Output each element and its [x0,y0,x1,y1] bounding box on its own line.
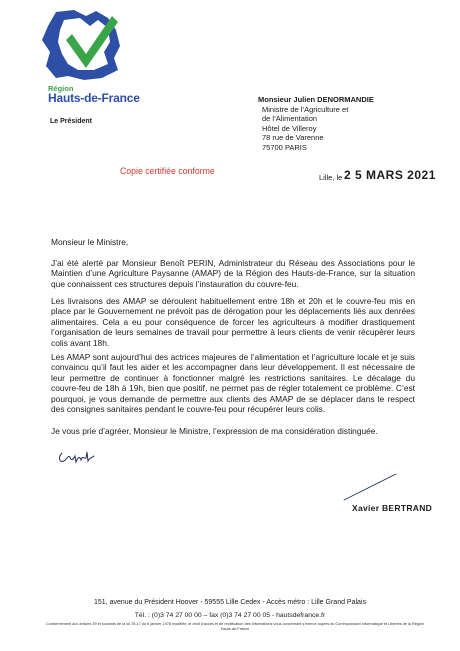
letter-date: 2 5 MARS 2021 [344,168,436,182]
addressee-name: Monsieur Julien DENORMANDIE [258,95,374,104]
letter-place: Lille, le [319,173,343,182]
addressee-line: de l’Alimentation [262,114,318,124]
signature-mark [340,470,400,504]
footer-contact: Tél. : (0)3 74 27 00 00 – fax (0)3 74 27 00 05 - hautsdefrance.fr [134,612,326,619]
signer-name: Xavier BERTRAND [352,503,433,513]
paragraph-3: Les AMAP sont aujourd’hui des actrices majeures de l’alimentation et l’agriculture locale et je suis convaincu qu’il faut les aider et les accompagner dans leur développement. Il est nécessaire de leur permettre de continuer à fonctionner malgré les restrictions sanitaires. Le décalage du couvre-feu de 18h à 19h, bien que positif, ne permet pas de régler totalement ce problème. C’est pourquoi, je vous demande de permettre aux clients des AMAP de se déplacer dans le respect des consignes sanitaires pendant le couvre-feu pour récupérer leurs colis. [51,352,415,415]
addressee-line: Ministre de l’Agriculture et [262,104,349,114]
handwritten-annotation [56,447,98,467]
region-logo-icon [34,6,138,84]
salutation: Monsieur le Ministre, [51,237,129,247]
region-label-small: Région [48,84,74,93]
addressee-line: 78 rue de Varenne [262,133,324,143]
addressee-line: Hôtel de Villeroy [262,123,317,133]
paragraph-2: Les livraisons des AMAP se déroulent habituellement entre 18h et 20h et le couvre-feu mis en place par le Gouvernement ne prévoit pas de dérogation pour les déplacements liés aux denrées alimentaires. Cela a eu pour conséquence de forcer les agriculteurs à modifier drastiquement l’organisation de leurs semaines de travail pour permettre à leurs clients de venir récupérer leurs colis avant 18h. [51,296,415,348]
addressee-line: 75700 PARIS [262,142,307,152]
sender-title: Le Président [50,118,93,125]
certified-copy-stamp: Copie certifiée conforme [120,166,215,177]
footer-address: 151, avenue du Président Hoover - 59555 Lille Cedex - Accès métro : Lille Grand Palais [94,599,366,606]
footer-legal-notice: Conformément aux articles 39 et suivants de la loi 78-17 du 6 janvier 1978 modifiée, le droit d’accès et de rectification des informations vous concernant s’exerce auprès du Correspondant Informatique et Libertés de la Région Hauts-de-France [45,622,424,632]
region-name: Hauts-de-France [48,91,140,105]
paragraph-1: J’ai été alerté par Monsieur Benoît PERIN, Administrateur du Réseau des Associations pour le Maintien d’une Agriculture Paysanne (AMAP) de la Région des Hauts-de-France, sur la situation que connaissent ces structures depuis l’instauration du couvre-feu. [51,258,415,289]
addressee-block [258,95,374,153]
closing-formula: Je vous prie d’agréer, Monsieur le Ministre, l’expression de ma considération distinguée. [51,426,378,436]
